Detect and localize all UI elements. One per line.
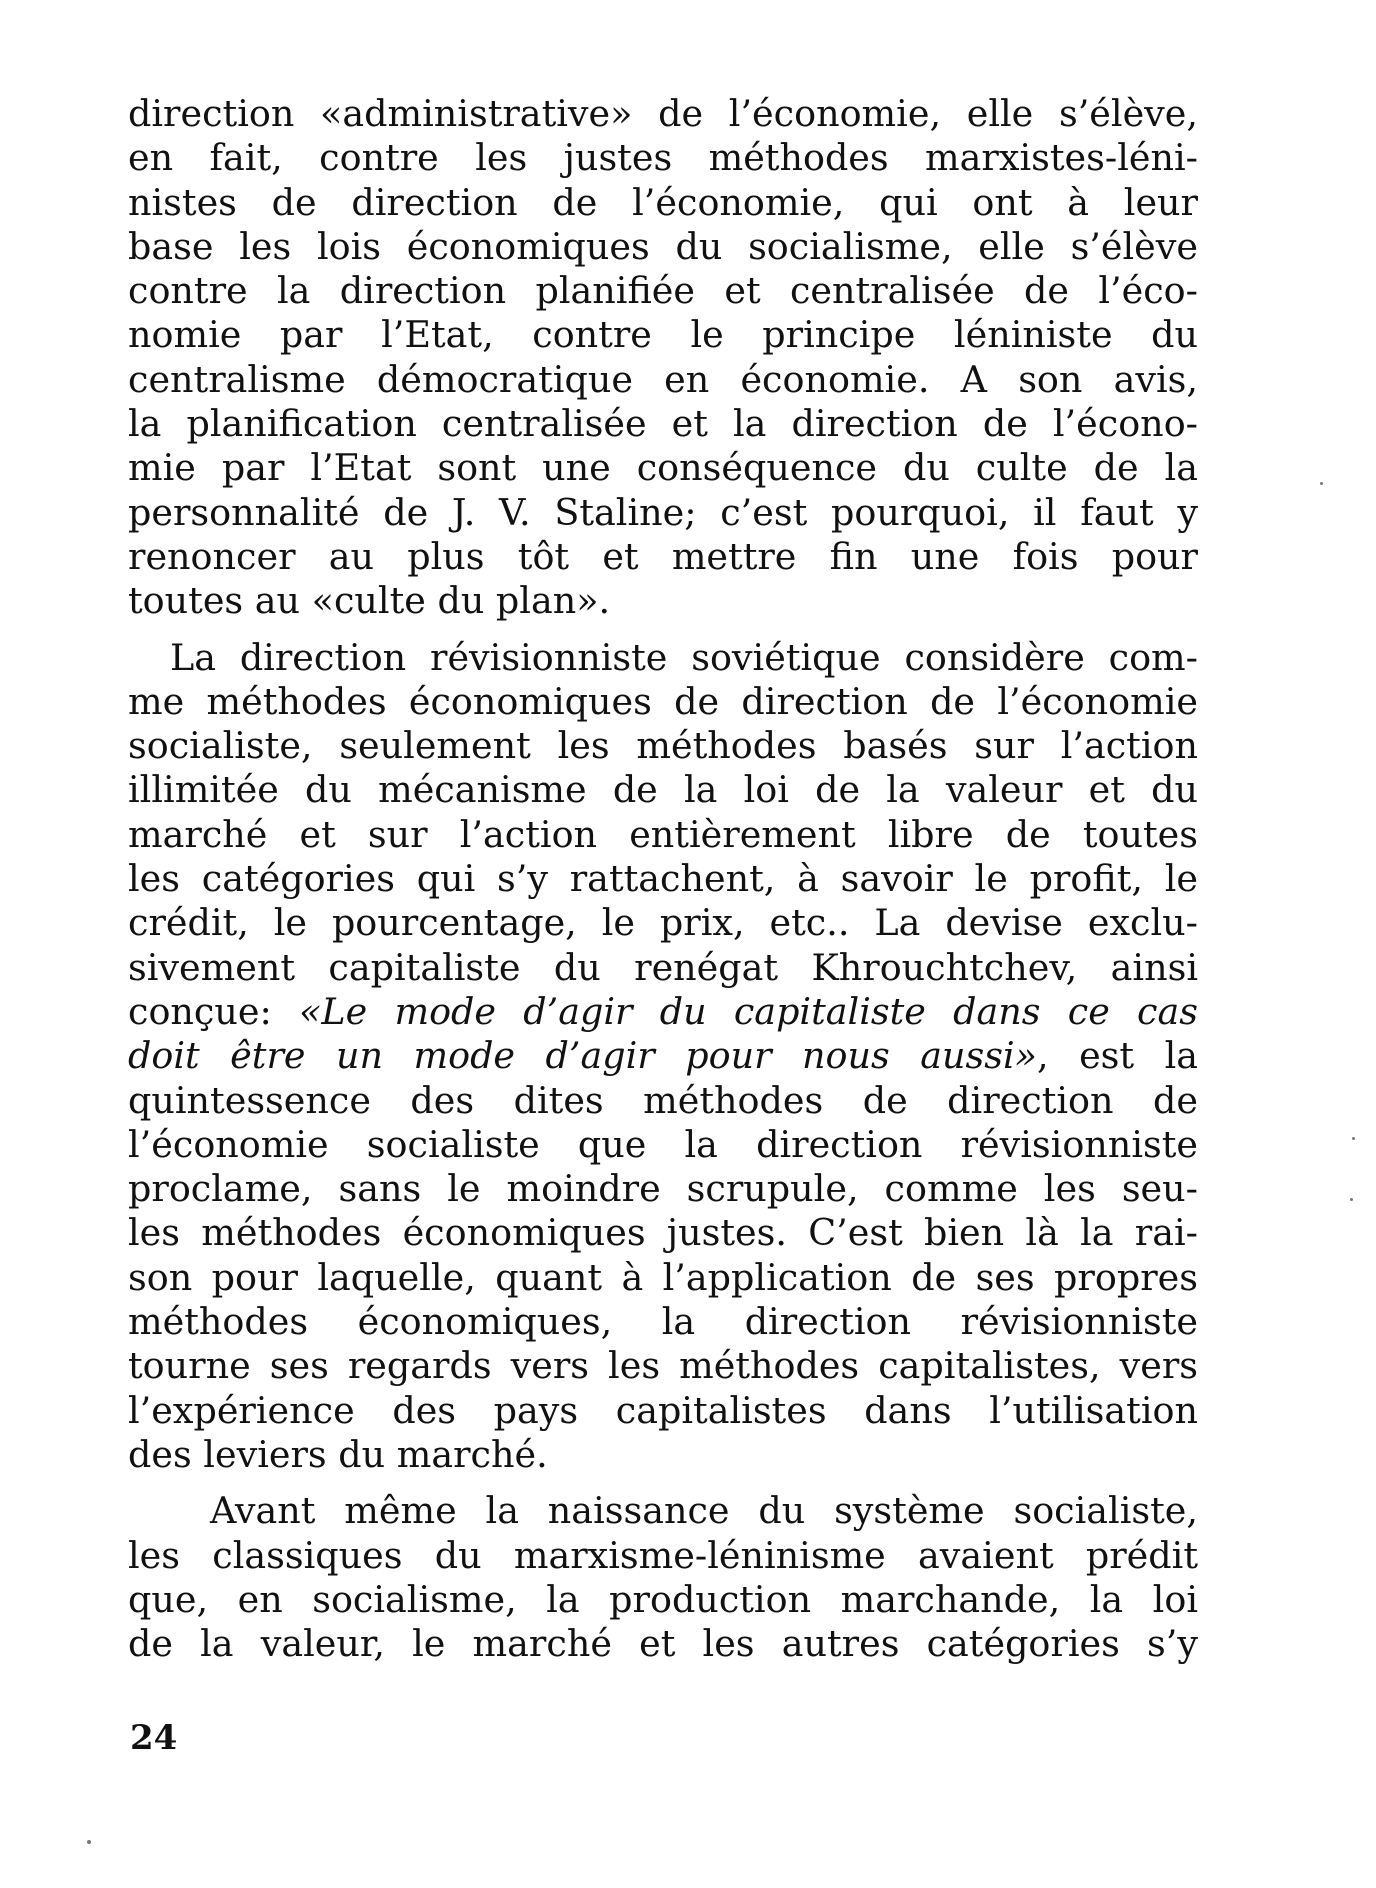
scan-speck (1350, 1198, 1353, 1201)
text-line: illimitée du mécanisme de la loi de la valeur et du (128, 768, 1198, 812)
text-line: nistes de direction de l’économie, qui ont à leur (128, 180, 1198, 224)
text-line: me méthodes économiques de direction de l’économie (128, 679, 1198, 723)
text-line: La direction révisionniste soviétique considère com- (170, 635, 1198, 679)
scan-speck (1320, 482, 1323, 485)
text-line: base les lois économiques du socialisme, elle s’élève (128, 224, 1198, 268)
text-line: contre la direction planifiée et centralisée de l’éco- (128, 269, 1198, 313)
text-line-with-quote (128, 1034, 1198, 1078)
text-line: quintessence des dites méthodes de direction de (128, 1078, 1198, 1122)
text-line: des leviers du marché. (128, 1432, 548, 1476)
text-line: socialiste, seulement les méthodes basés sur l’action (128, 724, 1198, 768)
text-line: méthodes économiques, la direction révisionniste (128, 1300, 1198, 1344)
text-line: l’économie socialiste que la direction révisionniste (128, 1122, 1198, 1166)
text-line: marché et sur l’action entièrement libre de toutes (128, 812, 1198, 856)
text-line: les classiques du marxisme-léninisme avaient prédit (128, 1533, 1198, 1577)
text-line: de la valeur, le marché et les autres catégories s’y (128, 1622, 1198, 1666)
text-line: direction «administrative» de l’économie, elle s’élève, (128, 92, 1198, 135)
text-segment: , est la (1036, 1034, 1198, 1078)
scan-speck (1352, 1137, 1355, 1140)
text-line: tourne ses regards vers les méthodes capitalistes, vers (128, 1344, 1198, 1388)
text-line: proclame, sans le moindre scrupule, comme les seu- (128, 1167, 1198, 1211)
text-line: personnalité de J. V. Staline; c’est pourquoi, il faut y (128, 490, 1198, 534)
quoted-italic-text: doit être un mode d’agir pour nous aussi» (128, 1034, 1037, 1078)
text-line: l’expérience des pays capitalistes dans l’utilisation (128, 1388, 1198, 1432)
paragraph-3 (128, 1489, 1198, 1666)
text-line-with-quote (128, 990, 1198, 1034)
text-line: en fait, contre les justes méthodes marxistes-léni- (128, 136, 1198, 180)
scan-speck (87, 1840, 91, 1844)
text-line: nomie par l’Etat, contre le principe léniniste du (128, 313, 1198, 357)
page-number: 24 (130, 1718, 178, 1758)
text-line: crédit, le pourcentage, le prix, etc.. La devise exclu- (128, 901, 1198, 945)
body-text (128, 92, 1198, 1666)
text-line: les méthodes économiques justes. C’est bien là la rai- (128, 1211, 1198, 1255)
text-line: renoncer au plus tôt et mettre fin une fois pour (128, 534, 1198, 578)
text-line: sivement capitaliste du renégat Khrouchtchev, ainsi (128, 945, 1198, 989)
quoted-italic-text: «Le mode d’agir du capitaliste dans ce cas (299, 989, 1198, 1033)
text-line: mie par l’Etat sont une conséquence du culte de la (128, 446, 1198, 490)
paragraph-1 (128, 92, 1198, 624)
text-line: les catégories qui s’y rattachent, à savoir le profit, le (128, 857, 1198, 901)
text-line: centralisme démocratique en économie. A son avis, (128, 357, 1198, 401)
text-line: toutes au «culte du plan». (128, 579, 611, 623)
text-line: la planification centralisée et la direction de l’écono- (128, 402, 1198, 446)
text-line: que, en socialisme, la production marchande, la loi (128, 1577, 1198, 1621)
text-line: Avant même la naissance du système socialiste, (210, 1489, 1198, 1533)
text-segment: conçue: (128, 989, 300, 1033)
text-line: son pour laquelle, quant à l’application de ses propres (128, 1255, 1198, 1299)
paragraph-2 (128, 636, 1198, 1478)
